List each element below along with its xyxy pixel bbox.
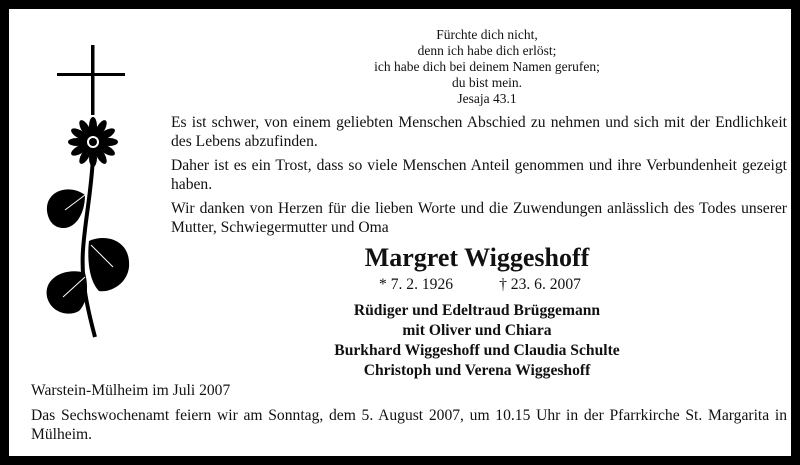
verse-reference: Jesaja 43.1 — [457, 91, 517, 106]
bible-verse — [327, 27, 647, 107]
verse-line: du bist mein. — [451, 75, 523, 90]
obituary-notice — [9, 9, 791, 456]
mourner-line: Burkhard Wiggeshoff und Claudia Schulte — [334, 342, 620, 359]
deceased-name: Margret Wiggeshoff — [364, 243, 590, 272]
verse-line: Fürchte dich nicht, — [436, 27, 538, 42]
mourner-line: mit Oliver und Chiara — [402, 322, 552, 339]
mourner-line: Christoph und Verena Wiggeshoff — [363, 362, 591, 379]
place-date: Warstein-Mülheim im Juli 2007 — [31, 382, 231, 399]
life-dates — [379, 275, 581, 294]
mourner-line: Rüdiger und Edeltraud Brüggemann — [353, 302, 601, 319]
service-note: Das Sechswochenamt feiern wir am Sonntag, dem 5. August 2007, um 10.15 Uhr in der Pfarrkirche St. Margarita in Mülheim. — [31, 407, 787, 444]
paragraph: Wir danken von Herzen für die lieben Worte und die Zuwendungen anlässlich des Todes unserer Mutter, Schwiegermutter und Oma — [171, 199, 787, 237]
death-date: † 23. 6. 2007 — [499, 276, 581, 293]
verse-line: ich habe dich bei deinem Namen gerufen; — [374, 59, 600, 74]
paragraph: Daher ist es ein Trost, dass so viele Menschen Anteil genommen und ihre Verbundenheit gezeigt haben. — [171, 156, 787, 194]
thank-you-text — [171, 113, 787, 241]
birth-date: * 7. 2. 1926 — [379, 276, 454, 293]
paragraph: Es ist schwer, von einem geliebten Menschen Abschied zu nehmen und sich mit der Endlichkeit des Lebens abzufinden. — [171, 114, 787, 151]
cross-sunflower-icon — [39, 45, 139, 345]
verse-line: denn ich habe dich erlöst; — [417, 43, 557, 58]
mourners-list — [277, 301, 677, 381]
